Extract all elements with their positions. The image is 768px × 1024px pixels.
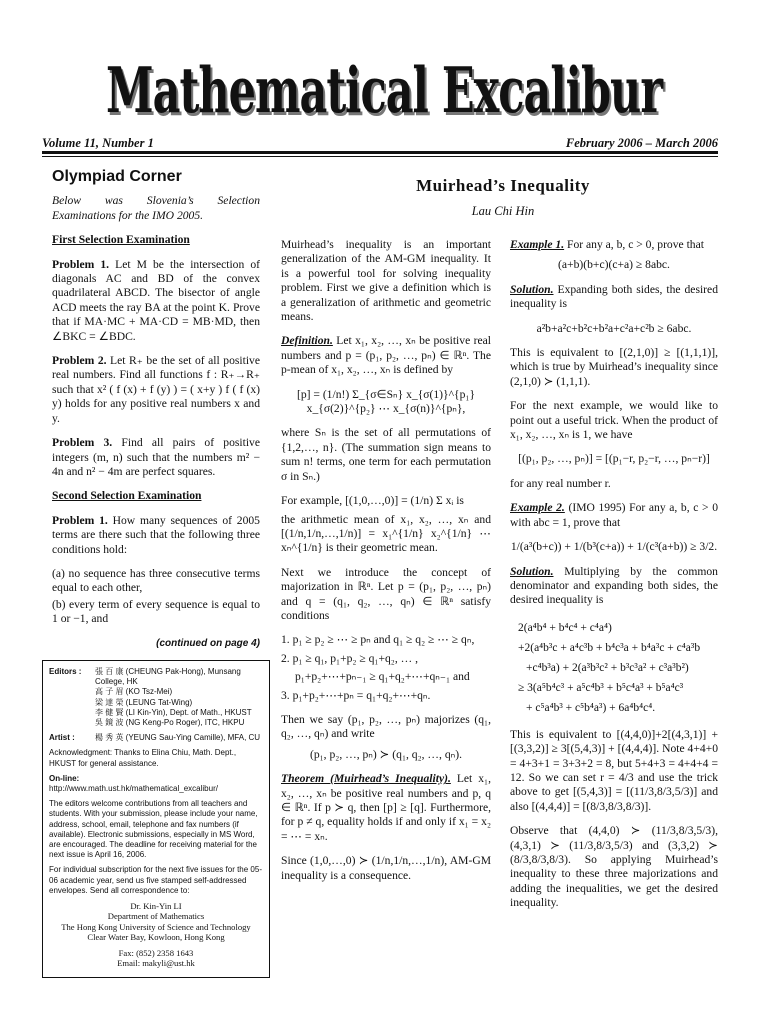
editor-line: 高 子 眉 (KO Tsz-Mei) xyxy=(95,687,173,697)
second-selection-heading: Second Selection Examination xyxy=(52,489,202,503)
solution-1 xyxy=(510,283,718,312)
article-column-2 xyxy=(281,238,491,893)
theorem xyxy=(281,772,491,844)
solution-2 xyxy=(510,565,718,608)
example-1-label: Example 1. xyxy=(510,238,565,251)
article-title: Muirhead’s Inequality xyxy=(416,176,590,195)
example-2-formula: 1/(a³(b+c)) + 1/(b³(c+a)) + 1/(c³(a+b)) ≥ 3/2. xyxy=(510,540,718,554)
expansion-line: + c⁵a⁴b³ + c⁵b⁴a³) + 6a⁴b⁴c⁴. xyxy=(526,701,656,714)
majorization-intro: Next we introduce the concept of majorization in ℝⁿ. Let p = (p₁, p₂, …, pₙ) and q = (q₁, q₂, …, qₙ) ∈ ℝⁿ satisfy conditions xyxy=(281,565,491,622)
condition-2-cont: p₁+p₂+⋯+pₙ₋₁ ≥ q₁+q₂+⋯+qₙ₋₁ and xyxy=(295,670,470,684)
am-gm-consequence: Since (1,0,…,0) ≻ (1/n,1/n,…,1/n), AM-GM inequality is a consequence. xyxy=(281,854,491,882)
continued-note: (continued on page 4) xyxy=(156,637,260,649)
trick-formula: [(p₁, p₂, …, pₙ)] = [(p₁−r, p₂−r, …, pₙ−r)] xyxy=(518,452,710,466)
acknowledgment: Acknowledgment: Thanks to Elina Chiu, Math. Dept., HKUST for general assistance. xyxy=(49,748,237,768)
majorization-formula: (p₁, p₂, …, pₙ) ≻ (q₁, q₂, …, qₙ). xyxy=(309,747,462,761)
artist-row xyxy=(49,733,263,743)
solution-2-equivalence: This is equivalent to [(4,4,0)]+2[(4,3,1)] + [(3,3,2)] ≥ 3[(5,4,3)] + [(4,4,4)]. Note 4+4+0 = 4+3+1 = 3+3+2 = 8, but 5+4+3 = 4+4+4 = 12. So we can set r = 4/3 and use the trick above to get [(5,4,3)] = [(11/3,8/3,5/3)] and also [(4,4,4)] = [(8/3,8/3,8/3)]. xyxy=(510,727,718,813)
address-line: The Hong Kong University of Science and Technology xyxy=(61,921,251,932)
olympiad-corner-title: Olympiad Corner xyxy=(52,168,182,185)
definition-label: Definition. xyxy=(281,334,333,348)
problem-1 xyxy=(52,258,260,344)
definition-where: where Sₙ is the set of all permutations of {1,2,…, n}. (The summation sign means to sum n! terms, one term for each permutation σ in Sₙ.) xyxy=(281,426,491,483)
solution-1-formula: a²b+a²c+b²c+b²a+c²a+c²b ≥ 6abc. xyxy=(536,321,692,335)
editors-row xyxy=(49,667,263,728)
correspondence-address xyxy=(49,901,263,968)
example-2-text: (IMO 1995) For any a, b, c > 0 with abc = 1, prove that xyxy=(510,501,718,529)
article-column-3 xyxy=(510,238,718,921)
majorization-definition: Then we say (p₁, p₂, …, pₙ) majorizes (q₁, q₂, …, qₙ) and write xyxy=(281,712,491,741)
editor-line: 李 健 賢 (LI Kin-Yin), Dept. of Math., HKUST xyxy=(95,707,252,717)
fax-number: Fax: (852) 2358 1643 xyxy=(118,947,194,958)
problem-3-text: Find all pairs of positive integers (m, n) such that the numbers m² − 4n and n² − 4m are perfect squares. xyxy=(52,436,261,478)
definition-text: Let x₁, x₂, …, xₙ be positive real numbers and p = (p₁, p₂, …, pₙ) ∈ ℝⁿ. The p-mean of x₁, x₂, …, xₙ is defined by xyxy=(281,334,491,377)
second-problem-1 xyxy=(52,514,260,557)
useful-trick: For the next example, we would like to point out a useful trick. When the product of x₁, x₂, …, xₙ is 1, we have xyxy=(510,399,718,442)
article-intro: Muirhead’s inequality is an important generalization of the AM-GM inequality. It is a powerful tool for solving inequality problem. First we give a definition which is a generalization of arithmetic and geometric means. xyxy=(281,238,491,324)
contribution-note: The editors welcome contributions from all teachers and students. With your submission, please include your name, address, school, email, telephone and fax numbers (if available). Electronic submissions, especially in MS Word, are encouraged. The deadline for receiving material for the next issue is April 16, 2006. xyxy=(49,799,258,860)
solution-2-label: Solution. xyxy=(510,564,554,578)
solution-2-text: Multiplying by the common denominator and expanding both sides, the desired inequality is xyxy=(510,564,718,607)
address-line: Department of Mathematics xyxy=(107,911,205,922)
second-problem-1-label: Problem 1. xyxy=(52,513,108,527)
masthead-title: Mathematical Excalibur xyxy=(106,55,662,129)
subscription-note: For individual subscription for the next five issues for the 05-06 academic year, send us five stamped self-addressed envelopes. Send all correspondence to: xyxy=(49,865,262,895)
expansion-line: 2(a⁴b⁴ + b⁴c⁴ + c⁴a⁴) xyxy=(518,621,612,634)
artist-name: 楊 秀 英 (YEUNG Sau-Ying Camille), MFA, CU xyxy=(95,733,261,743)
solution-1-text: Expanding both sides, the desired inequality is xyxy=(510,282,718,311)
problem-2 xyxy=(52,354,260,426)
first-selection-heading: First Selection Examination xyxy=(52,233,190,247)
editor-line: 吳 鏡 波 (NG Keng-Po Roger), ITC, HKPU xyxy=(95,718,245,728)
problem-3 xyxy=(52,436,260,479)
issue-date: February 2006 – March 2006 xyxy=(565,136,718,150)
condition-a: (a) no sequence has three consecutive terms equal to each other, xyxy=(52,566,260,595)
trick-real-number: for any real number r. xyxy=(510,476,611,490)
olympiad-intro: Below was Slovenia’s Selection Examinations for the IMO 2005. xyxy=(52,194,260,222)
solution-1-equivalence: This is equivalent to [(2,1,0)] ≥ [(1,1,1)], which is true by Muirhead’s inequality since (2,1,0) ≻ (1,1,1). xyxy=(510,346,718,388)
definition xyxy=(281,334,491,377)
example-1-formula: (a+b)(b+c)(c+a) ≥ 8abc. xyxy=(558,258,670,272)
online-label: On-line: xyxy=(49,773,80,783)
problem-2-text: Let R₊ be the set of all positive real numbers. Find all functions f : R₊→R₊ such that x² ( f (x) + f (y) ) = ( x+y ) f ( f (x) y) holds for any positive real numbers x and y. xyxy=(52,354,260,425)
artist-label: Artist : xyxy=(49,733,75,743)
problem-2-label: Problem 2. xyxy=(52,354,107,368)
expansion-line: ≥ 3(a⁵b⁴c³ + a⁵c⁴b³ + b⁵c⁴a³ + b⁵a⁴c³ xyxy=(518,681,684,694)
editorial-box xyxy=(42,660,270,978)
issue-volume: Volume 11, Number 1 xyxy=(42,136,154,150)
expansion-line: +2(a⁴b³c + a⁴c³b + b⁴c³a + b⁴a³c + c⁴a³b xyxy=(518,641,701,654)
condition-3: 3. p₁+p₂+⋯+pₙ = q₁+q₂+⋯+qₙ. xyxy=(281,688,431,702)
condition-1: 1. p₁ ≥ p₂ ≥ ⋯ ≥ pₙ and q₁ ≥ q₂ ≥ ⋯ ≥ qₙ, xyxy=(281,633,475,647)
condition-b: (b) every term of every sequence is equal to 1 or −1, and xyxy=(52,597,260,626)
editor-line: 張 百 康 (CHEUNG Pak-Hong), Munsang College, HK xyxy=(95,667,241,687)
problem-1-label: Problem 1. xyxy=(52,257,110,271)
am-gm-explanation: the arithmetic mean of x₁, x₂, …, xₙ and [(1/n,1/n,…,1/n)] = x₁^{1/n} x₂^{1/n} ⋯ xₙ^{1/n} is their geometric mean. xyxy=(281,512,491,555)
masthead-rule-thick xyxy=(42,151,718,154)
address-line: Clear Water Bay, Kowloon, Hong Kong xyxy=(87,932,225,943)
second-problem-1-text: How many sequences of 2005 terms are there such that the following three conditions hold: xyxy=(52,513,260,556)
theorem-label: Theorem (Muirhead’s Inequality). xyxy=(281,772,451,786)
condition-2: 2. p₁ ≥ q₁, p₁+p₂ ≥ q₁+q₂, … , xyxy=(281,651,419,665)
problem-3-label: Problem 3. xyxy=(52,436,113,450)
p-mean-formula: [p] = (1/n!) Σ_{σ∈Sₙ} x_{σ(1)}^{p₁} x_{σ(2)}^{p₂} ⋯ x_{σ(n)}^{pₙ}, xyxy=(296,387,476,416)
online-url[interactable]: http://www.math.ust.hk/mathematical_excalibur/ xyxy=(49,784,218,794)
solution-1-label: Solution. xyxy=(510,282,554,296)
example-1 xyxy=(510,238,718,252)
editors-label: Editors : xyxy=(49,667,82,676)
masthead-rule-thin xyxy=(42,156,718,157)
editors-list xyxy=(95,667,263,728)
expansion-line: +c⁴b³a) + 2(a³b³c² + b³c³a² + c³a³b²) xyxy=(526,661,689,674)
editor-line: 梁 達 榮 (LEUNG Tat-Wing) xyxy=(95,697,193,707)
example-2 xyxy=(510,501,718,530)
theorem-text: Let x₁, x₂, …, xₙ be positive real numbers and p, q ∈ ℝⁿ. If p ≻ q, then [p] ≥ [q]. Furthermore, for p ≠ q, equality holds if and only if x₁ = x₂ = ⋯ = xₙ. xyxy=(281,772,491,843)
address-line: Dr. Kin-Yin LI xyxy=(130,901,182,912)
problem-1-text: Let M be the intersection of diagonals AC and BD of the convex quadrilateral ABCD. The bisector of angle ACD meets the ray BA at the point K. Prove that if MA·MC + MA·CD = MB·MD, then ∠BKC = ∠BDC. xyxy=(52,257,260,343)
olympiad-corner-column xyxy=(52,170,260,661)
example-2-label: Example 2. xyxy=(510,501,565,515)
example-1-text: For any a, b, c > 0, prove that xyxy=(567,238,704,251)
majorization-observation: Observe that (4,4,0) ≻ (11/3,8/3,5/3), (4,3,1) ≻ (11/3,8/3,5/3) and (3,3,2) ≻ (8/3,8/3,8/3). So applying Muirhead’s inequality to these three majorizations and adding the inequalities, we get the desired inequality. xyxy=(510,824,718,910)
email-address[interactable]: Email: makyli@ust.hk xyxy=(117,958,195,969)
article-author: Lau Chi Hin xyxy=(471,204,535,218)
solution-2-expansion xyxy=(518,618,718,718)
am-example: For example, [(1,0,…,0)] = (1/n) Σ xᵢ is xyxy=(281,494,464,508)
